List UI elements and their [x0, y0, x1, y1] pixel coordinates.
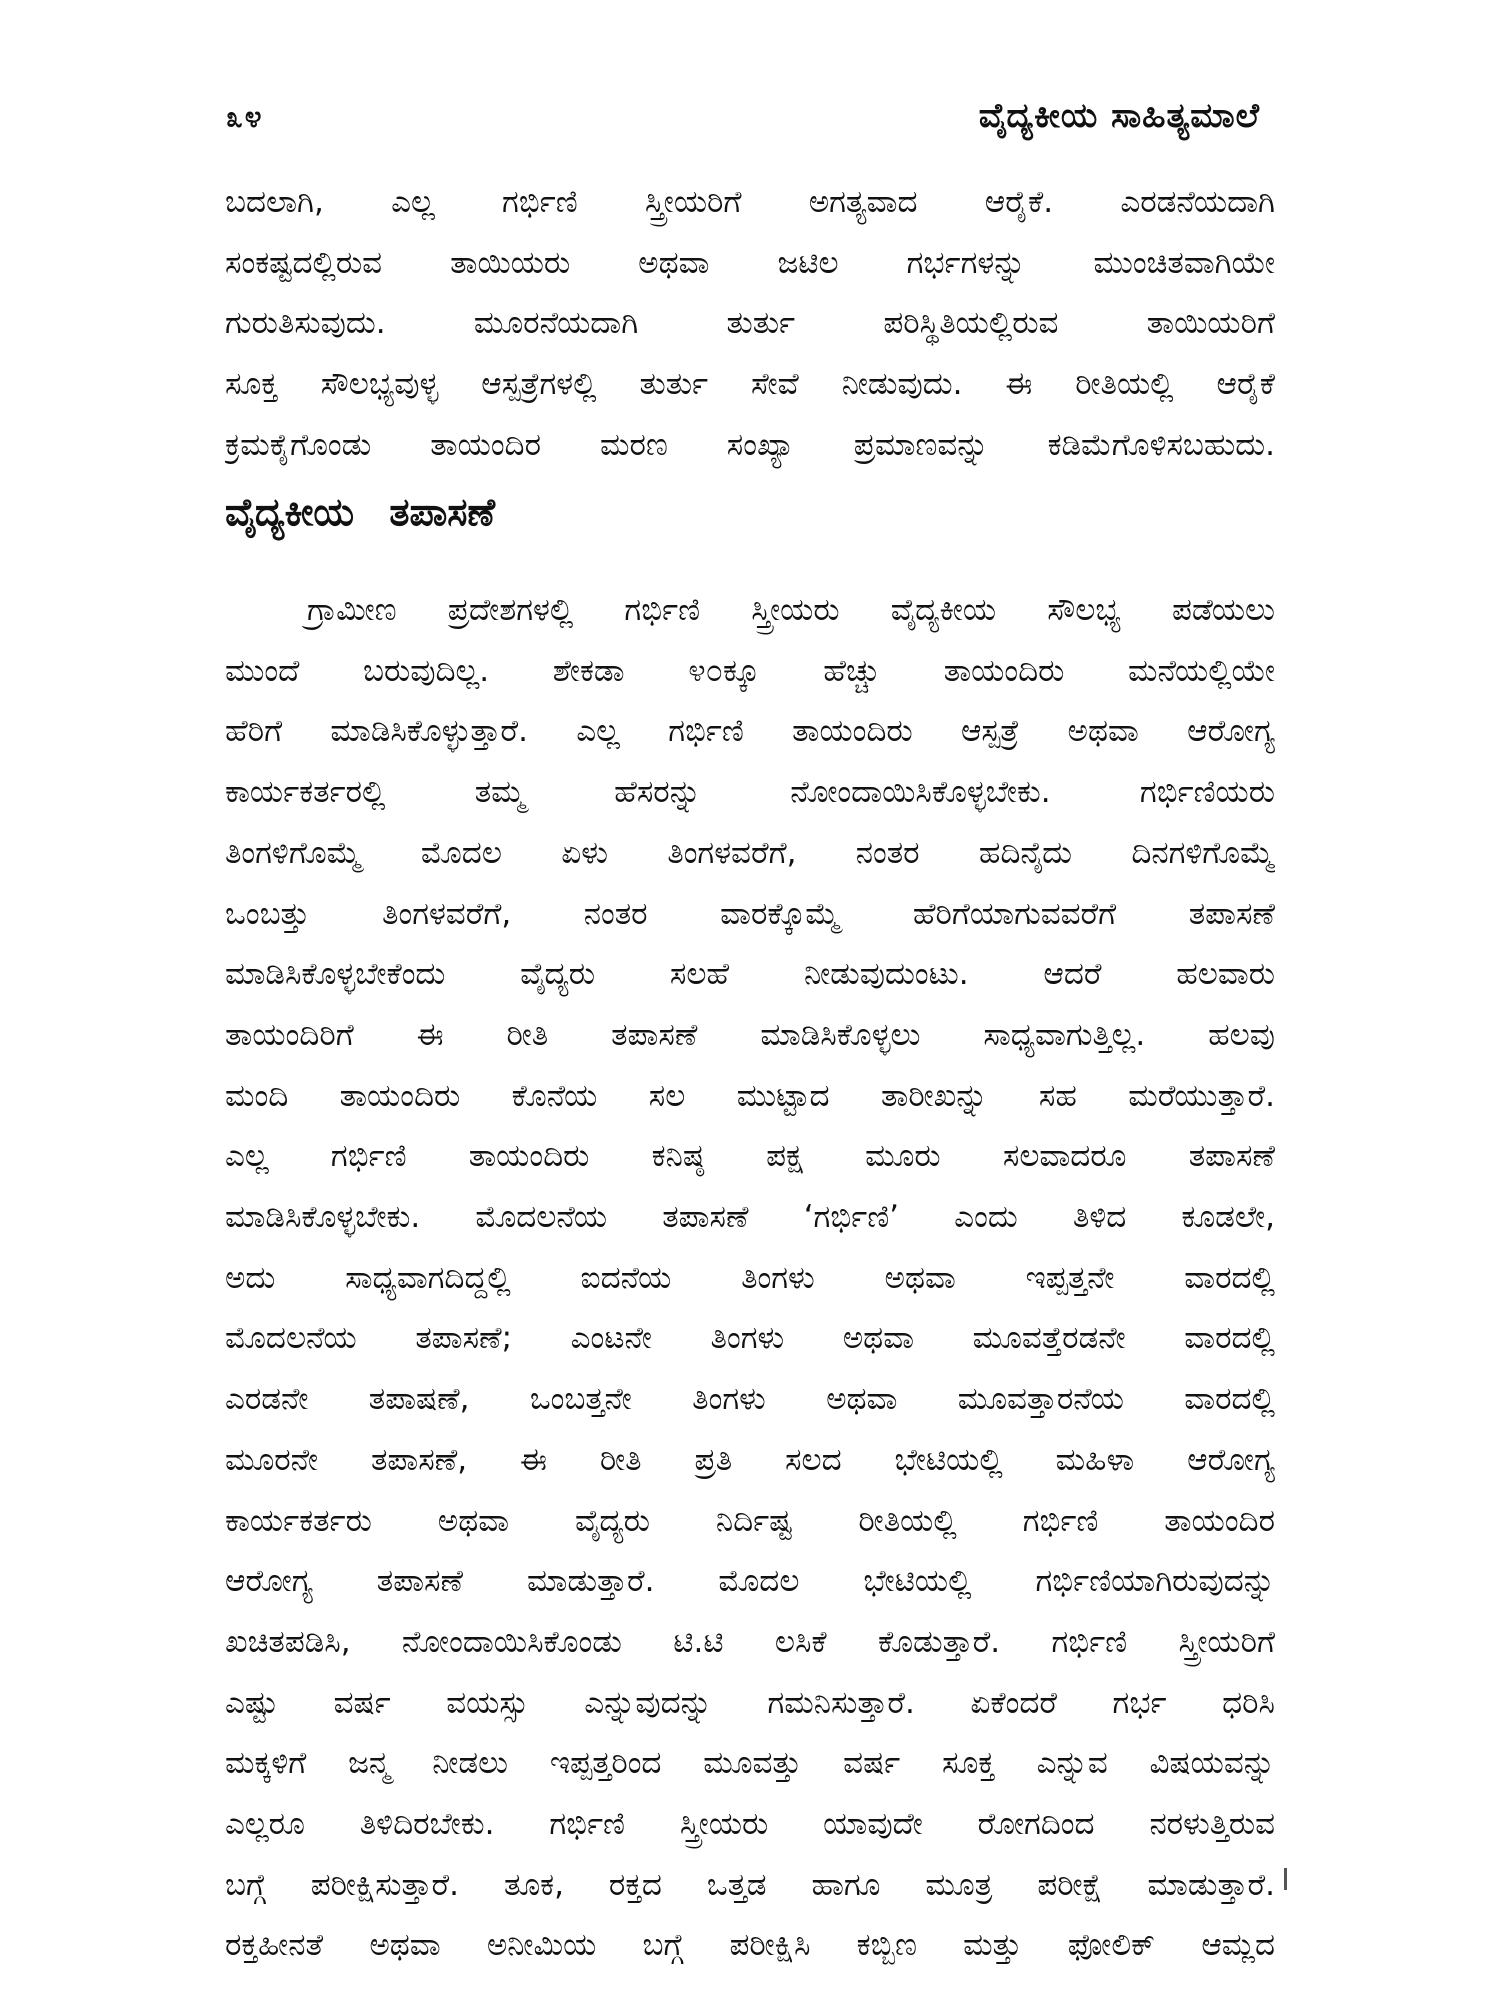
text-line: ಒಂಬತ್ತು ತಿಂಗಳವರೆಗೆ, ನಂತರ ವಾರಕ್ಕೊಮ್ಮೆ ಹೆರಿಗೆಯಾಗುವವರೆಗೆ ತಪಾಸಣೆ [225, 895, 1275, 932]
text-line: ಬಗ್ಗೆ ಪರೀಕ್ಷಿಸುತ್ತಾರೆ. ತೂಕ, ರಕ್ತದ ಒತ್ತಡ ಹಾಗೂ ಮೂತ್ರ ಪರೀಕ್ಷೆ ಮಾಡುತ್ತಾರೆ. [225, 1866, 1275, 1903]
paragraph-2 [225, 580, 1275, 1976]
text-line: ಗುರುತಿಸುವುದು. ಮೂರನೆಯದಾಗಿ ತುರ್ತು ಪರಿಸ್ಥಿತಿಯಲ್ಲಿರುವ ತಾಯಿಯರಿಗೆ [225, 305, 1275, 342]
text-line: ಹೆರಿಗೆ ಮಾಡಿಸಿಕೊಳ್ಳುತ್ತಾರೆ. ಎಲ್ಲ ಗರ್ಭಿಣಿ ತಾಯಂದಿರು ಆಸ್ಪತ್ರೆ ಅಥವಾ ಆರೋಗ್ಯ [225, 713, 1275, 750]
paragraph-1 [225, 172, 1275, 476]
text-line: ಮಾಡಿಸಿಕೊಳ್ಳಬೇಕು. ಮೊದಲನೆಯ ತಪಾಸಣೆ ‘ಗರ್ಭಿಣಿ’ ಎಂದು ತಿಳಿದ ಕೂಡಲೇ, [225, 1199, 1275, 1236]
text-line: ಎಲ್ಲ ಗರ್ಭಿಣಿ ತಾಯಂದಿರು ಕನಿಷ್ಠ ಪಕ್ಷ ಮೂರು ಸಲವಾದರೂ ತಪಾಸಣೆ [225, 1138, 1275, 1175]
running-head: ವೈದ್ಯಕೀಯ ಸಾಹಿತ್ಯಮಾಲೆ [978, 96, 1260, 136]
text-line: ಕ್ರಮಕೈಗೊಂಡು ತಾಯಂದಿರ ಮರಣ ಸಂಖ್ಯಾ ಪ್ರಮಾಣವನ್ನು ಕಡಿಮೆಗೊಳಿಸಬಹುದು. [225, 426, 1275, 463]
text-line: ಮುಂದೆ ಬರುವುದಿಲ್ಲ. ಶೇಕಡಾ ೪೦ಕ್ಕೂ ಹೆಚ್ಚು ತಾಯಂದಿರು ಮನೆಯಲ್ಲಿಯೇ [225, 652, 1275, 689]
text-line: ಮೂರನೇ ತಪಾಸಣೆ, ಈ ರೀತಿ ಪ್ರತಿ ಸಲದ ಭೇಟಿಯಲ್ಲಿ ಮಹಿಳಾ ಆರೋಗ್ಯ [225, 1441, 1275, 1478]
text-line: ಮಾಡಿಸಿಕೊಳ್ಳಬೇಕೆಂದು ವೈದ್ಯರು ಸಲಹೆ ನೀಡುವುದುಂಟು. ಆದರೆ ಹಲವಾರು [225, 956, 1275, 993]
text-line: ಕಾರ್ಯಕರ್ತರು ಅಥವಾ ವೈದ್ಯರು ನಿರ್ದಿಷ್ಟ ರೀತಿಯಲ್ಲಿ ಗರ್ಭಿಣಿ ತಾಯಂದಿರ [225, 1502, 1275, 1539]
margin-mark [1284, 1868, 1287, 1890]
text-line: ಗ್ರಾಮೀಣ ಪ್ರದೇಶಗಳಲ್ಲಿ ಗರ್ಭಿಣಿ ಸ್ತ್ರೀಯರು ವೈದ್ಯಕೀಯ ಸೌಲಭ್ಯ ಪಡೆಯಲು [307, 592, 1275, 628]
text-line: ಕಾರ್ಯಕರ್ತರಲ್ಲಿ ತಮ್ಮ ಹೆಸರನ್ನು ನೋಂದಾಯಿಸಿಕೊಳ್ಳಬೇಕು. ಗರ್ಭಿಣಿಯರು [225, 774, 1275, 811]
text-line: ಅದು ಸಾಧ್ಯವಾಗದಿದ್ದಲ್ಲಿ ಐದನೆಯ ತಿಂಗಳು ಅಥವಾ ಇಪ್ಪತ್ತನೇ ವಾರದಲ್ಲಿ [225, 1259, 1275, 1296]
text-line: ಮೊದಲನೆಯ ತಪಾಸಣೆ; ಎಂಟನೇ ತಿಂಗಳು ಅಥವಾ ಮೂವತ್ತೆರಡನೇ ವಾರದಲ್ಲಿ [225, 1320, 1275, 1357]
text-line: ಬದಲಾಗಿ, ಎಲ್ಲ ಗರ್ಭಿಣಿ ಸ್ತ್ರೀಯರಿಗೆ ಅಗತ್ಯವಾದ ಆರೈಕೆ. ಎರಡನೆಯದಾಗಿ [225, 184, 1275, 220]
text-line: ಎಲ್ಲರೂ ತಿಳಿದಿರಬೇಕು. ಗರ್ಭಿಣಿ ಸ್ತ್ರೀಯರು ಯಾವುದೇ ರೋಗದಿಂದ ನರಳುತ್ತಿರುವ [225, 1806, 1275, 1843]
text-line: ತಿಂಗಳಿಗೊಮ್ಮೆ ಮೊದಲ ಏಳು ತಿಂಗಳವರೆಗೆ, ನಂತರ ಹದಿನೈದು ದಿನಗಳಿಗೊಮ್ಮೆ [225, 834, 1275, 871]
text-line: ಎಷ್ಟು ವರ್ಷ ವಯಸ್ಸು ಎನ್ನುವುದನ್ನು ಗಮನಿಸುತ್ತಾರೆ. ಏಕೆಂದರೆ ಗರ್ಭ ಧರಿಸಿ [225, 1684, 1275, 1721]
text-line: ರಕ್ತಹೀನತೆ ಅಥವಾ ಅನೀಮಿಯ ಬಗ್ಗೆ ಪರೀಕ್ಷಿಸಿ ಕಬ್ಬಿಣ ಮತ್ತು ಫೋಲಿಕ್ ಆಮ್ಲದ [225, 1927, 1275, 1964]
text-line: ಎರಡನೇ ತಪಾಷಣೆ, ಒಂಬತ್ತನೇ ತಿಂಗಳು ಅಥವಾ ಮೂವತ್ತಾರನೆಯ ವಾರದಲ್ಲಿ [225, 1381, 1275, 1418]
text-line: ಖಚಿತಪಡಿಸಿ, ನೋಂದಾಯಿಸಿಕೊಂಡು ಟಿ.ಟಿ ಲಸಿಕೆ ಕೊಡುತ್ತಾರೆ. ಗರ್ಭಿಣಿ ಸ್ತ್ರೀಯರಿಗೆ [225, 1623, 1275, 1660]
text-line: ಸಂಕಷ್ಟದಲ್ಲಿರುವ ತಾಯಿಯರು ಅಥವಾ ಜಟಿಲ ಗರ್ಭಗಳನ್ನು ಮುಂಚಿತವಾಗಿಯೇ [225, 244, 1275, 281]
text-line: ಮಂದಿ ತಾಯಂದಿರು ಕೊನೆಯ ಸಲ ಮುಟ್ಟಾದ ತಾರೀಖನ್ನು ಸಹ ಮರೆಯುತ್ತಾರೆ. [225, 1077, 1275, 1114]
page-number: ೩೪ [226, 100, 264, 135]
text-line: ತಾಯಂದಿರಿಗೆ ಈ ರೀತಿ ತಪಾಸಣೆ ಮಾಡಿಸಿಕೊಳ್ಳಲು ಸಾಧ್ಯವಾಗುತ್ತಿಲ್ಲ. ಹಲವು [225, 1016, 1275, 1053]
text-line: ಆರೋಗ್ಯ ತಪಾಸಣೆ ಮಾಡುತ್ತಾರೆ. ಮೊದಲ ಭೇಟಿಯಲ್ಲಿ ಗರ್ಭಿಣಿಯಾಗಿರುವುದನ್ನು [225, 1563, 1275, 1600]
text-line: ಮಕ್ಕಳಿಗೆ ಜನ್ಮ ನೀಡಲು ಇಪ್ಪತ್ತರಿಂದ ಮೂವತ್ತು ವರ್ಷ ಸೂಕ್ತ ಎನ್ನುವ ವಿಷಯವನ್ನು [225, 1745, 1275, 1782]
text-line: ಸೂಕ್ತ ಸೌಲಭ್ಯವುಳ್ಳ ಆಸ್ಪತ್ರೆಗಳಲ್ಲಿ ತುರ್ತು ಸೇವೆ ನೀಡುವುದು. ಈ ರೀತಿಯಲ್ಲಿ ಆರೈಕೆ [225, 366, 1275, 403]
section-heading: ವೈದ್ಯಕೀಯ ತಪಾಸಣೆ [225, 490, 496, 534]
